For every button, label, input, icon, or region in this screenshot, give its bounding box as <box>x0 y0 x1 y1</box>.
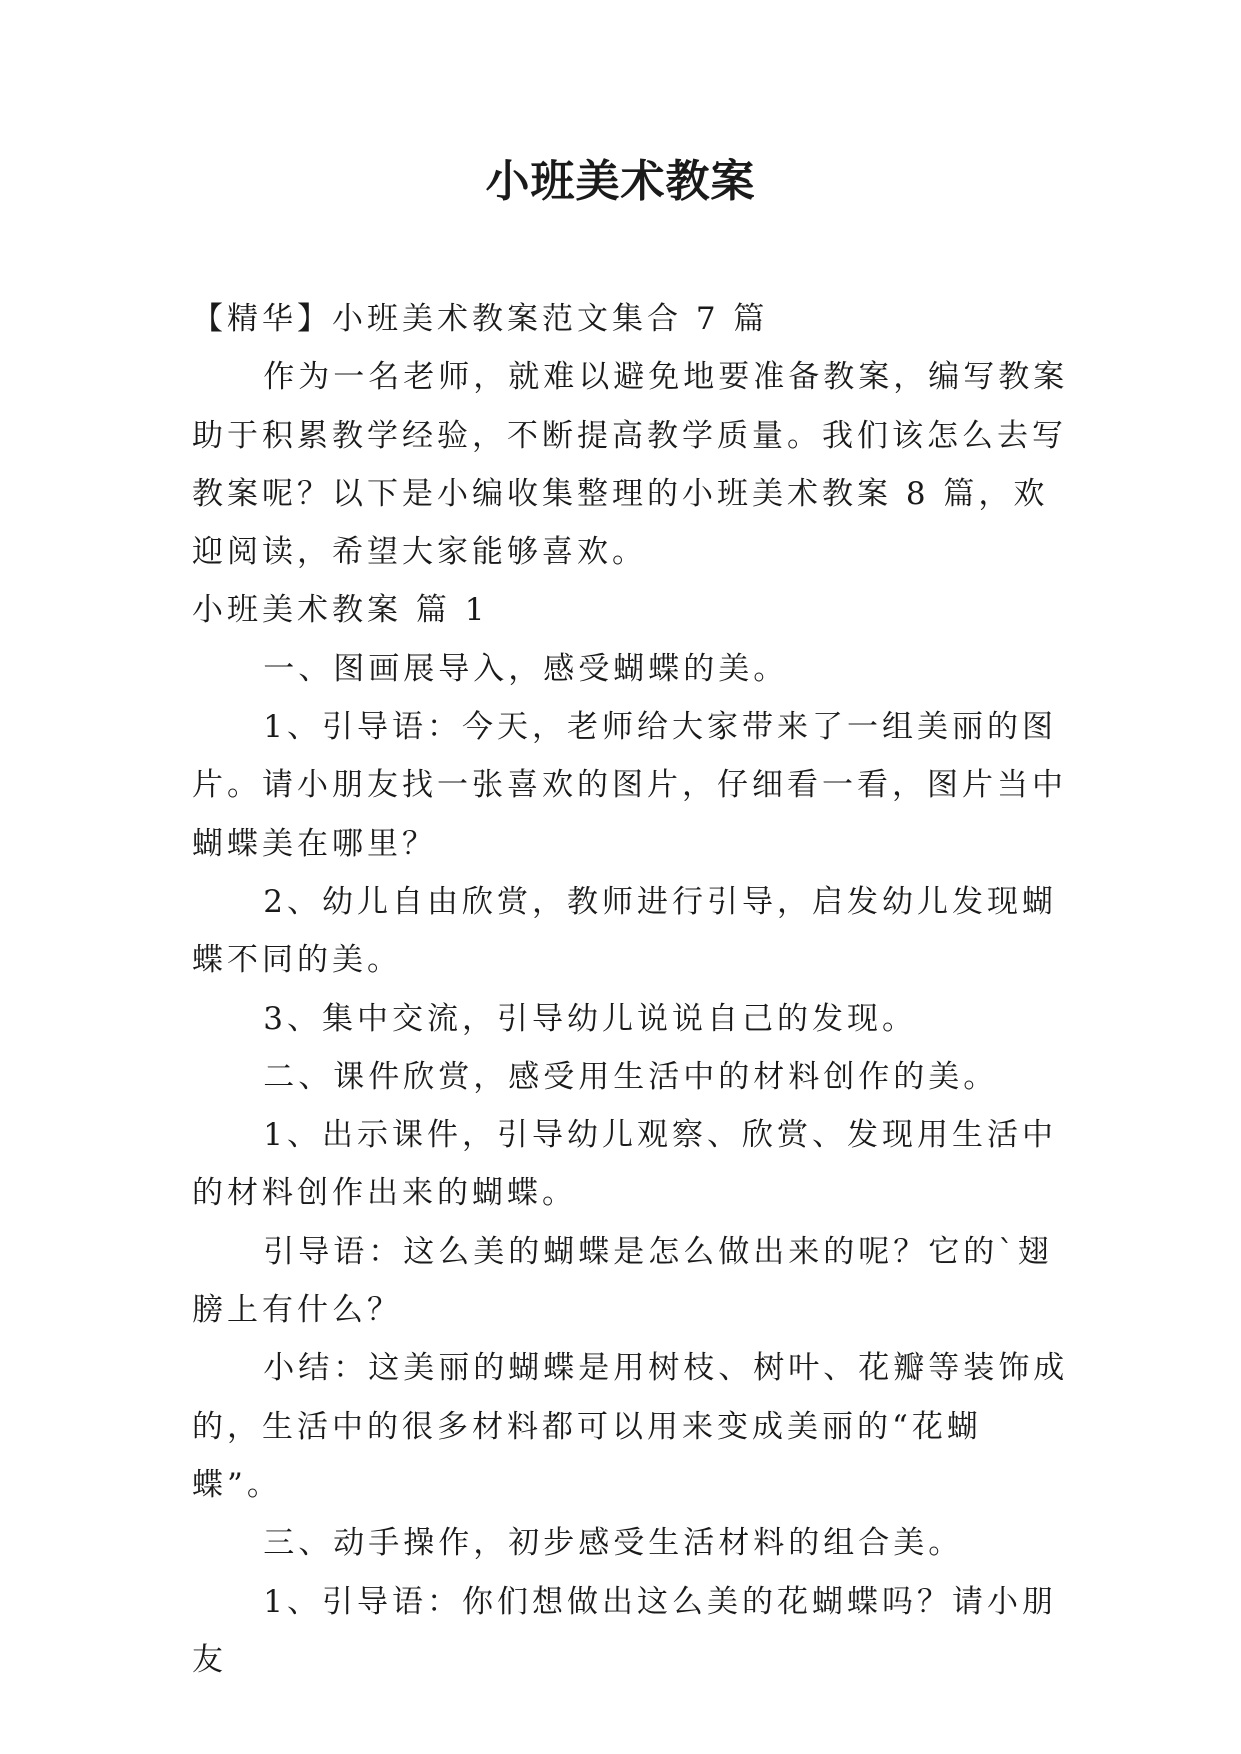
paragraph: 一、图画展导入，感受蝴蝶的美。 <box>263 650 789 687</box>
intro-paragraph: 作为一名老师，就难以避免地要准备教案，编写教案助于积累教学经验，不断提高教学质量。我们该怎么去写教案呢？以下是小编收集整理的小班美术教案 8 篇，欢迎阅读，希望大家能够喜欢。 <box>192 359 1069 571</box>
paragraph: 2、幼儿自由欣赏，教师进行引导，启发幼儿发现蝴蝶不同的美。 <box>192 883 1058 979</box>
section-heading: 小班美术教案 篇 1 <box>192 592 489 629</box>
document-body <box>192 290 1070 1689</box>
paragraph: 1、引导语：今天，老师给大家带来了一组美丽的图片。请小朋友找一张喜欢的图片，仔细看一看，图片当中蝴蝶美在哪里？ <box>192 709 1067 862</box>
document-title: 小班美术教案 <box>485 156 756 207</box>
subtitle-line: 【精华】小班美术教案范文集合 7 篇 <box>192 301 769 337</box>
paragraph: 1、出示课件，引导幼儿观察、欣赏、发现用生活中的材料创作出来的蝴蝶。 <box>192 1117 1058 1212</box>
paragraph: 三、动手操作，初步感受生活材料的组合美。 <box>263 1525 964 1562</box>
paragraph: 小结：这美丽的蝴蝶是用树枝、树叶、花瓣等装饰成的，生活中的很多材料都可以用来变成美丽的“花蝴蝶”。 <box>192 1350 1069 1503</box>
paragraph: 1、引导语：你们想做出这么美的花蝴蝶吗？请小朋友 <box>192 1583 1058 1678</box>
paragraph: 引导语：这么美的蝴蝶是怎么做出来的呢？它的`翅膀上有什么？ <box>192 1233 1053 1329</box>
paragraph: 二、课件欣赏，感受用生活中的材料创作的美。 <box>263 1058 999 1095</box>
paragraph: 3、集中交流，引导幼儿说说自己的发现。 <box>263 1000 918 1037</box>
